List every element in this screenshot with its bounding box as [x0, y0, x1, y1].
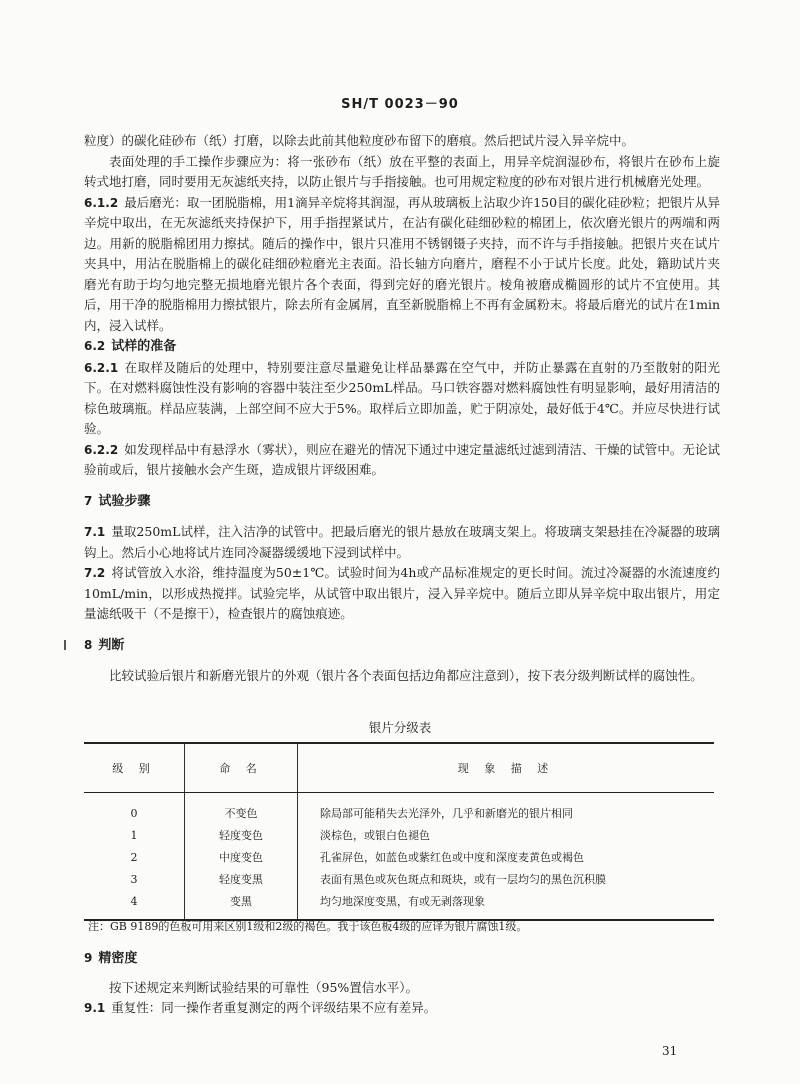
cell-description: 淡棕色，或银白色褪色 — [320, 829, 430, 842]
section-9-text: 按下述规定来判断试验结果的可靠性（95%置信水平）。 — [109, 979, 419, 995]
section-title: 试样的准备 — [111, 339, 177, 354]
section-number: 8 — [84, 637, 93, 652]
cell-description: 孔雀屏色，如蓝色或紫红色或中度和深度麦黄色或褐色 — [320, 851, 584, 864]
cell-name: 中度变色 — [185, 846, 298, 868]
table-row — [84, 868, 714, 890]
body-lower — [84, 948, 720, 1019]
paragraph-manual-procedure: 表面处理的手工操作步骤应为：将一张砂布（纸）放在平整的表面上，用异辛烷润湿砂布，将银片在砂布上旋转式地打磨，同时要用无灰滤纸夹持，以防止银片与手指接触。也可用规定粒度的砂布对银片进行机械磨光处理。 — [84, 153, 720, 189]
section-6-2-heading — [84, 336, 720, 358]
section-title: 判断 — [98, 637, 125, 653]
cell-grade: 0 — [84, 793, 185, 825]
cell-description: 均匀地深度变黑，有或无剥落现象 — [298, 890, 715, 920]
standard-header: SH/T 0023－90 — [341, 97, 459, 112]
table-header-row — [84, 743, 714, 793]
clause-text: 最后磨光：取一团脱脂棉，用1滴异辛烷将其润湿，再从玻璃板上沾取少许150目的碳化硅砂粒；把银片从异辛烷中取出，在无灰滤纸夹持保护下，用手指捏紧试片，在沾有碳化硅细砂粒的棉团上，依次磨光银片的两端和两边。用新的脱脂棉团用力擦拭。随后的操作中，银片只准用不锈钢镊子夹持，而不许与手指接触。把银片夹在试片夹具中，用沾在脱脂棉上的碳化硅细砂粒磨光主表面。沿长轴方向磨片，磨程不小于试片长度。此处，籍助试片夹磨光有助于均匀地完整无损地磨光银片各个表面，得到完好的磨光银片。棱角被磨成椭圆形的试片不宜使用。其后，用干净的脱脂棉用力擦拭银片，除去所有金属屑，直至新脱脂棉上不再有金属粉末。将最后磨光的试片在1min内，浸入试样。 — [84, 194, 720, 333]
section-number: 7 — [84, 493, 93, 508]
section-9-heading — [84, 948, 720, 970]
clause-number: 7.1 — [84, 525, 106, 539]
clause-number: 9.1 — [84, 1001, 106, 1015]
section-8-text: 比较试验后银片和新磨光银片的外观（银片各个表面包括边角都应注意到），按下表分级判断试样的腐蚀性。 — [109, 668, 703, 683]
clause-text: 量取250mL试样，注入洁净的试管中。把最后磨光的银片悬放在玻璃支架上。将玻璃支架悬挂在冷凝器的玻璃钩上。然后小心地将试片连同冷凝器缓缓地下浸到试样中。 — [84, 524, 720, 560]
table-row — [84, 846, 714, 868]
body-upper — [84, 131, 720, 687]
table-row — [84, 824, 714, 846]
paragraph-continuation: 粒度）的碳化硅砂布（纸）打磨，以除去此前其他粒度砂布留下的磨痕。然后把试片浸入异辛烷中。 — [84, 133, 635, 148]
clause-6-1-2 — [84, 193, 720, 337]
clause-9-1 — [84, 998, 720, 1019]
section-7-heading — [84, 491, 720, 513]
cell-description: 除局部可能稍失去光泽外，几乎和新磨光的银片相同 — [320, 807, 573, 820]
section-title: 试验步骤 — [98, 493, 151, 509]
cell-grade: 3 — [84, 868, 185, 890]
section-8-heading — [84, 635, 720, 657]
cell-grade: 1 — [84, 824, 185, 846]
margin-mark — [64, 640, 66, 650]
table-row — [84, 890, 714, 920]
cell-name: 轻度变黑 — [185, 868, 298, 890]
clause-7-2 — [84, 563, 720, 625]
cell-name: 不变色 — [185, 793, 298, 825]
section-number: 6.2 — [84, 339, 106, 353]
clause-text: 将试管放入水浴，维持温度为50±1℃。试验时间为4h或产品标准规定的更长时间。流过冷凝器的水流速度约10mL/min，以形成热搅拌。试验完毕，从试管中取出银片，浸入异辛烷中。随后立即从异辛烷中取出银片，用定量滤纸吸干（不是擦干），检查银片的腐蚀痕迹。 — [84, 565, 720, 621]
clause-6-2-1 — [84, 358, 720, 440]
clause-text: 如发现样品中有悬浮水（雾状），则应在避光的情况下通过中速定量滤纸过滤到清洁、干燥的试管中。无论试验前或后，银片接触水会产生斑，造成银片评级困难。 — [84, 441, 720, 477]
clause-number: 6.1.2 — [84, 195, 119, 210]
cell-name: 变黑 — [185, 890, 298, 920]
table-row — [84, 793, 714, 825]
cell-grade: 2 — [84, 846, 185, 868]
page-number: 31 — [662, 1044, 678, 1058]
section-number: 9 — [84, 951, 93, 965]
clause-7-1 — [84, 522, 720, 563]
silver-grading-table — [84, 742, 714, 921]
cell-name: 轻度变色 — [185, 824, 298, 846]
cell-description: 表面有黑色或灰色斑点和斑块，或有一层均匀的黑色沉积膜 — [320, 873, 606, 886]
clause-number: 7.2 — [84, 566, 106, 580]
table-note: 注：GB 9189的色板可用来区别1级和2级的褐色。我于该色板4级的应译为银片腐蚀1级。 — [88, 920, 528, 933]
col-header-name: 命 名 — [185, 743, 298, 793]
clause-text: 重复性：同一操作者重复测定的两个评级结果不应有差异。 — [111, 1000, 437, 1015]
table-title: 银片分级表 — [368, 720, 432, 735]
clause-number: 6.2.2 — [84, 442, 119, 457]
cell-grade: 4 — [84, 890, 185, 920]
clause-text: 在取样及随后的处理中，特别要注意尽量避免让样品暴露在空气中，并防止暴露在直射的乃至散射的阳光下。在对燃料腐蚀性没有影响的容器中装注至少250mL样品。马口铁容器对燃料腐蚀性有明显影响，最好用清洁的棕色玻璃瓶。样品应装满，上部空间不应大于5%。取样后立即加盖，贮于阴凉处，最好低于4℃。并应尽快进行试验。 — [84, 359, 720, 436]
section-title: 精密度 — [98, 951, 138, 966]
col-header-description: 现 象 描 述 — [298, 743, 715, 793]
clause-6-2-2 — [84, 440, 720, 481]
col-header-grade: 级 别 — [84, 743, 185, 793]
clause-number: 6.2.1 — [84, 360, 119, 375]
